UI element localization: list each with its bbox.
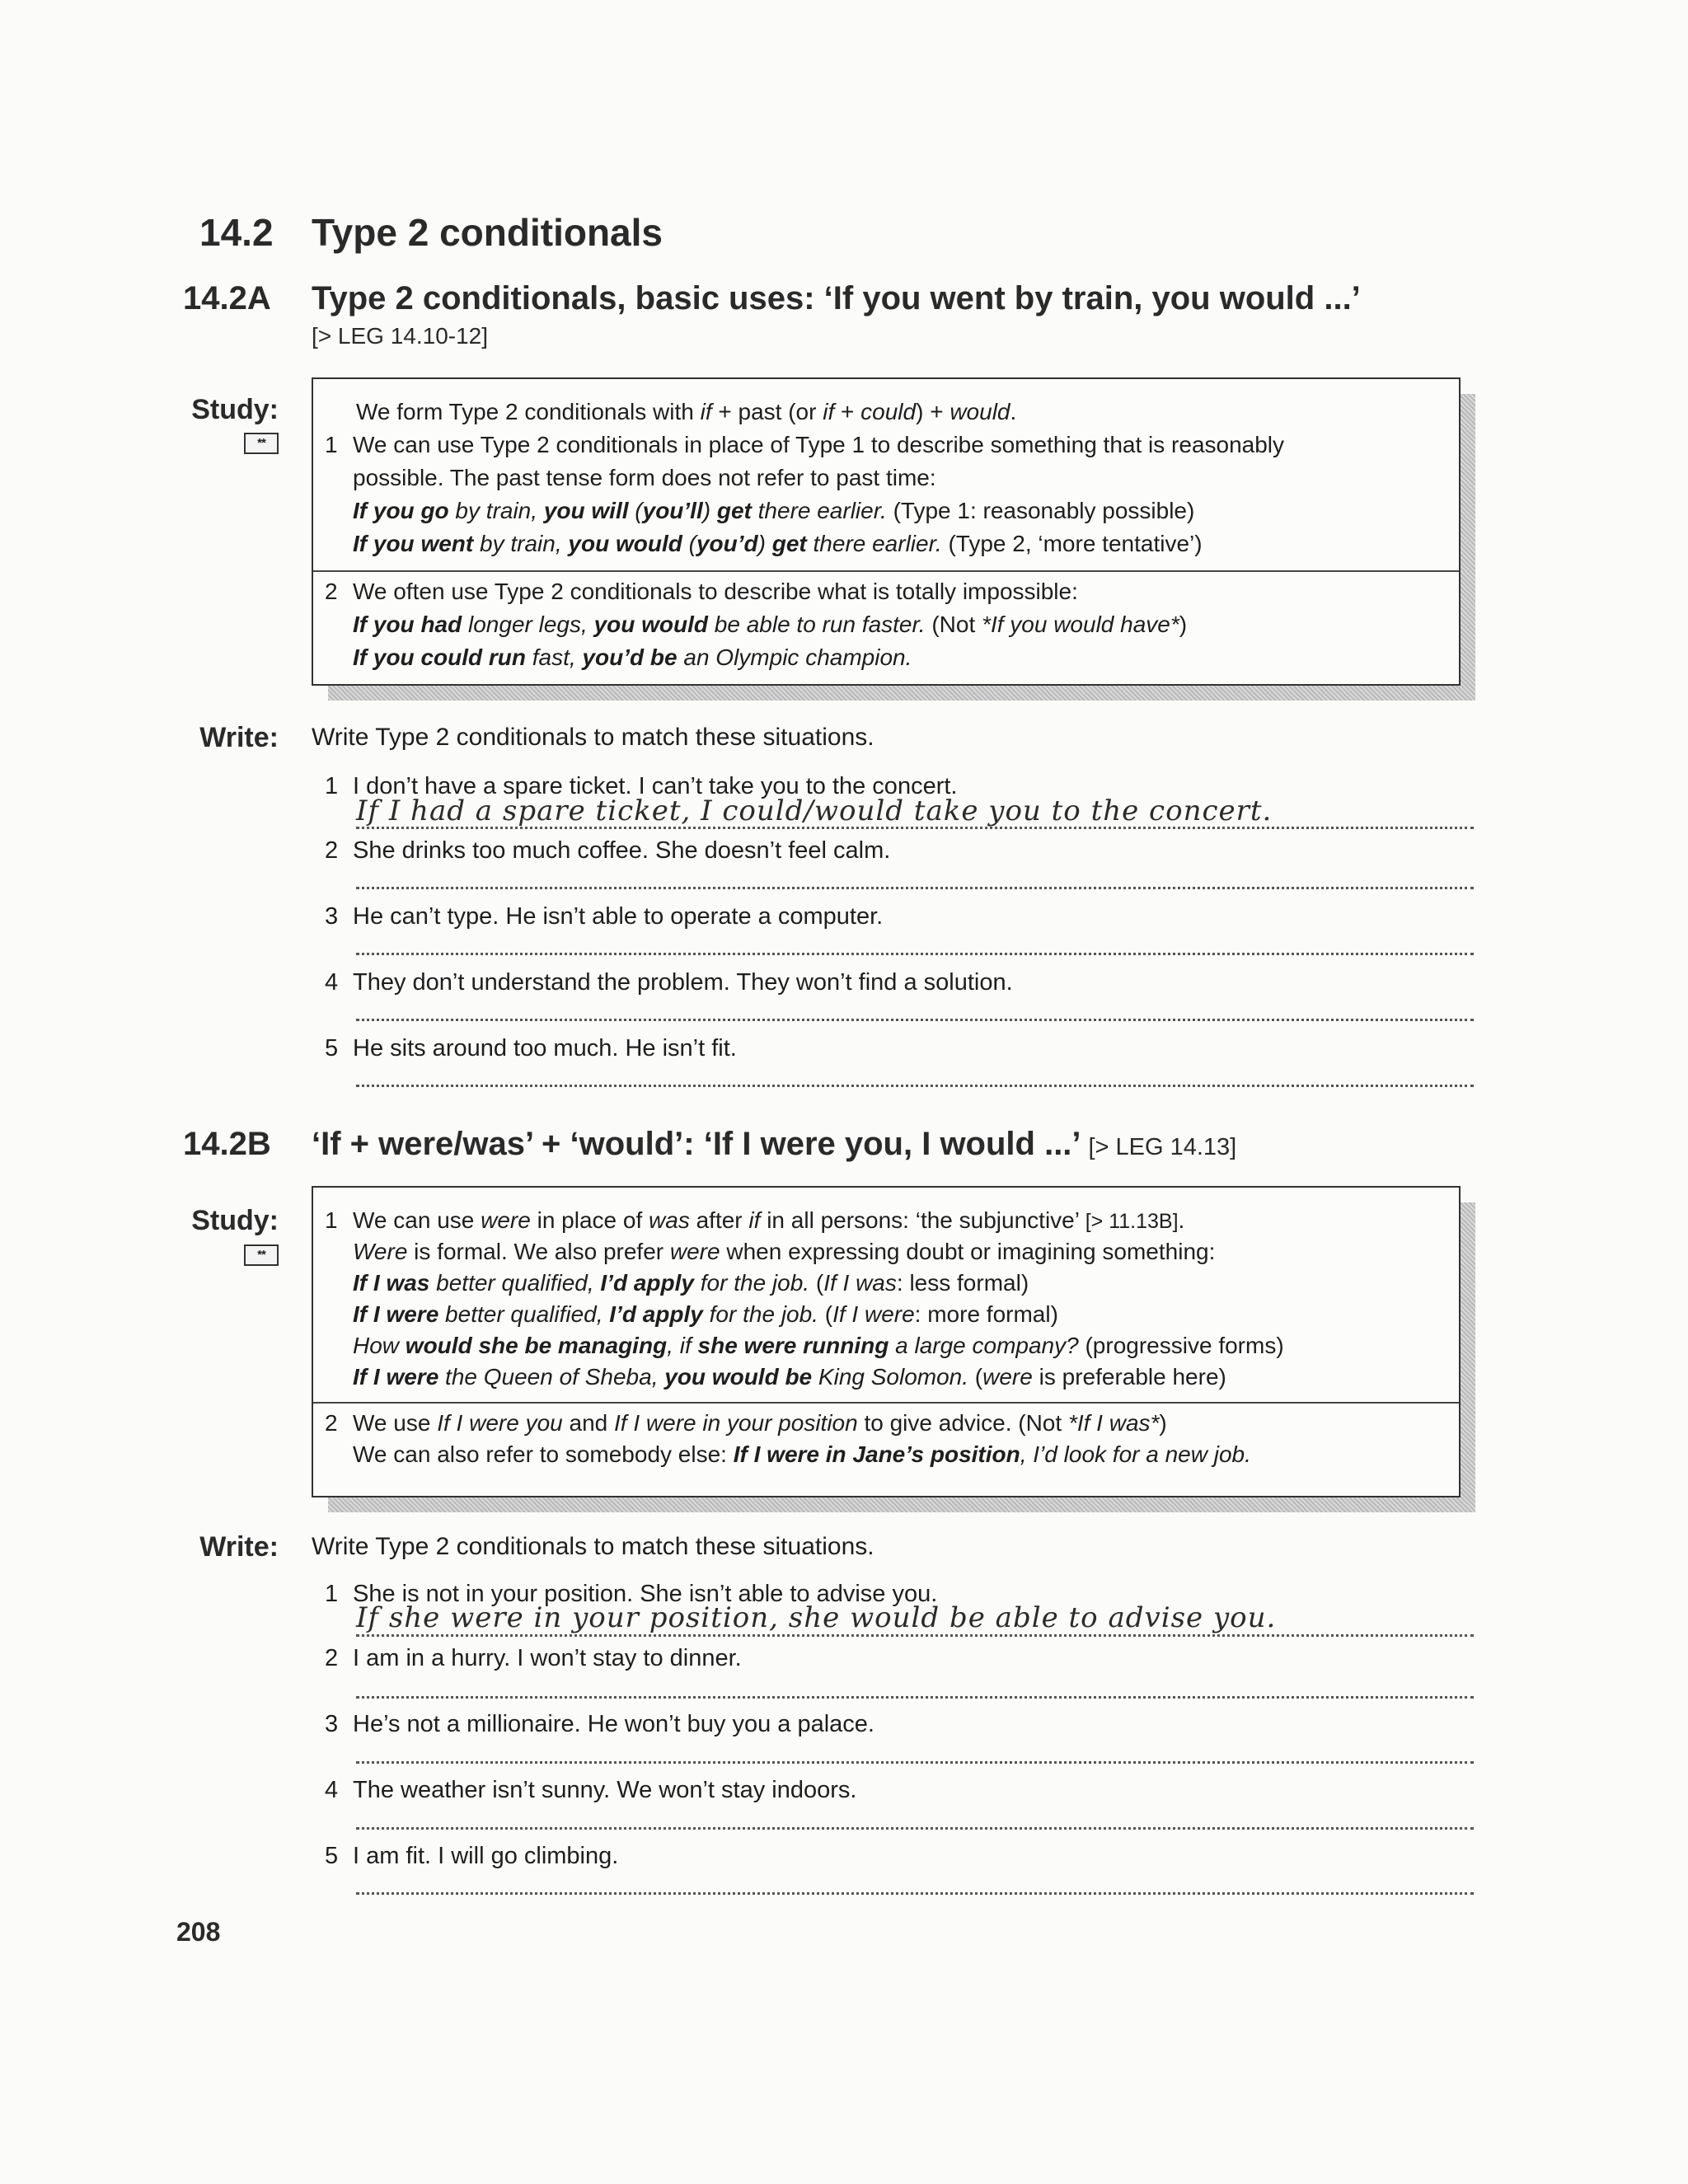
part-b-study-example-4: If I were the Queen of Sheba, you would be King Solomon. (were is preferable here) bbox=[353, 1364, 1226, 1390]
item-prompt: He’s not a millionaire. He won’t buy you a palace. bbox=[353, 1711, 874, 1737]
item-number: 1 bbox=[325, 773, 339, 799]
part-a-title: Type 2 conditionals, basic uses: ‘If you went by train, you would ...’ bbox=[312, 280, 1361, 316]
item-prompt: He can’t type. He isn’t able to operate a computer. bbox=[353, 903, 884, 930]
part-a-study-example-2: If you went by train, you would (you’d) get there earlier. (Type 2, ‘more tentative’) bbox=[353, 531, 1203, 556]
part-b-item-3 bbox=[325, 1711, 874, 1738]
part-a-item-4-answer-line[interactable] bbox=[356, 1019, 1474, 1021]
part-b-item-1-answer-line[interactable] bbox=[356, 1634, 1474, 1637]
part-a-study-line-5: We often use Type 2 conditionals to describe what is totally impossible: bbox=[353, 579, 1078, 604]
item-prompt: I don’t have a spare ticket. I can’t take you to the concert. bbox=[353, 773, 958, 799]
part-b-item-4 bbox=[325, 1777, 856, 1804]
part-b-study-line-7: We can also refer to somebody else: If I were in Jane’s position, I’d look for a new job. bbox=[353, 1441, 1251, 1467]
item-prompt: He sits around too much. He isn’t fit. bbox=[353, 1035, 737, 1062]
study-item-number: 1 bbox=[325, 432, 338, 457]
part-b-title bbox=[312, 1126, 1236, 1163]
part-a-item-3-answer-line[interactable] bbox=[356, 953, 1474, 955]
part-a-item-3 bbox=[325, 903, 883, 930]
item-number: 2 bbox=[325, 1645, 339, 1671]
section-title: Type 2 conditionals bbox=[312, 211, 663, 254]
part-b-item-5-answer-line[interactable] bbox=[356, 1892, 1474, 1895]
part-b-item-5 bbox=[325, 1843, 618, 1870]
part-b-write-label: Write: bbox=[199, 1531, 279, 1563]
item-prompt: They don’t understand the problem. They won’t find a solution. bbox=[353, 969, 1013, 996]
part-b-study-item-1: 1 We can use were in place of was after if in all persons: ‘the subjunctive’ [> 11.13B]. bbox=[325, 1204, 1184, 1238]
item-number: 3 bbox=[325, 1711, 339, 1737]
part-b-reference: [> LEG 14.13] bbox=[1088, 1134, 1237, 1160]
part-b-study-item-2: 2 We use If I were you and If I were in your position to give advice. (Not *If I was*) bbox=[325, 1407, 1167, 1440]
part-a-study-item-1 bbox=[325, 429, 1284, 462]
item-prompt: I am in a hurry. I won’t stay to dinner. bbox=[353, 1645, 742, 1671]
part-b-study-example-3: How would she be managing, if she were running a large company? (progressive forms) bbox=[353, 1333, 1284, 1358]
part-a-difficulty-stars: ** bbox=[244, 433, 279, 454]
item-prompt: She is not in your position. She isn’t able to advise you. bbox=[353, 1581, 938, 1607]
part-a-item-4 bbox=[325, 969, 1013, 996]
part-a-item-1-answer-line[interactable] bbox=[356, 827, 1474, 829]
part-a-study-line-2: possible. The past tense form does not refer to past time: bbox=[353, 465, 936, 490]
part-b-item-4-answer-line[interactable] bbox=[356, 1827, 1474, 1830]
item-number: 4 bbox=[325, 1777, 339, 1803]
part-a-study-label: Study: bbox=[191, 394, 279, 425]
part-a-item-5 bbox=[325, 1035, 737, 1062]
part-a-box-divider bbox=[313, 570, 1459, 572]
part-b-study-label: Study: bbox=[191, 1205, 279, 1236]
item-number: 3 bbox=[325, 903, 339, 930]
study-item-number: 2 bbox=[325, 1410, 338, 1436]
part-a-instruction: Write Type 2 conditionals to match these situations. bbox=[312, 724, 874, 751]
item-number: 4 bbox=[325, 969, 339, 996]
item-number: 5 bbox=[325, 1035, 339, 1062]
item-prompt: I am fit. I will go climbing. bbox=[353, 1843, 619, 1869]
part-a-study-box bbox=[312, 377, 1461, 686]
part-b-study-example-1: If I was better qualified, I’d apply for the job. (If I was: less formal) bbox=[353, 1270, 1029, 1296]
part-b-item-2-answer-line[interactable] bbox=[356, 1696, 1474, 1699]
part-a-study-line-1: We can use Type 2 conditionals in place of Type 1 to describe something that is reasonably bbox=[353, 432, 1285, 457]
part-a-reference: [> LEG 14.10-12] bbox=[312, 323, 489, 349]
study-item-number: 2 bbox=[325, 579, 338, 604]
part-b-item-1-answer[interactable]: If she were in your position, she would be able to advise you. bbox=[356, 1601, 1277, 1634]
part-a-item-2 bbox=[325, 837, 890, 865]
part-a-item-1-answer[interactable]: If I had a spare ticket, I could/would take you to the concert. bbox=[356, 794, 1273, 827]
item-prompt: She drinks too much coffee. She doesn’t feel calm. bbox=[353, 837, 891, 864]
part-a-item-5-answer-line[interactable] bbox=[356, 1085, 1474, 1087]
part-b-item-2 bbox=[325, 1645, 742, 1672]
item-number: 2 bbox=[325, 837, 339, 864]
part-b-item-3-answer-line[interactable] bbox=[356, 1761, 1474, 1764]
part-b-box-divider bbox=[313, 1402, 1459, 1404]
part-b-title-text: ‘If + were/was’ + ‘would’: ‘If I were you, I would ...’ bbox=[312, 1126, 1080, 1162]
part-b-number: 14.2B bbox=[183, 1126, 271, 1162]
part-a-study-item-2 bbox=[325, 575, 1078, 608]
part-b-instruction: Write Type 2 conditionals to match these situations. bbox=[312, 1533, 874, 1560]
part-b-study-line-1: Were is formal. We also prefer were when expressing doubt or imagining something: bbox=[353, 1239, 1216, 1264]
part-a-item-2-answer-line[interactable] bbox=[356, 887, 1474, 889]
item-number: 1 bbox=[325, 1581, 339, 1607]
part-a-study-example-4: If you could run fast, you’d be an Olympic champion. bbox=[353, 644, 912, 670]
part-b-study-box bbox=[312, 1186, 1461, 1497]
section-number: 14.2 bbox=[199, 211, 274, 254]
part-a-study-example-3: If you had longer legs, you would be able to run faster. (Not *If you would have*) bbox=[353, 612, 1188, 637]
study-item-number: 1 bbox=[325, 1207, 338, 1233]
part-a-study-line-0: We form Type 2 conditionals with if + past (or if + could) + would. bbox=[356, 399, 1017, 424]
part-a-study-example-1: If you go by train, you will (you’ll) get there earlier. (Type 1: reasonably possible) bbox=[353, 498, 1195, 523]
item-number: 5 bbox=[325, 1843, 339, 1869]
page-number: 208 bbox=[176, 1917, 221, 1947]
part-a-number: 14.2A bbox=[183, 280, 271, 316]
part-b-study-example-2: If I were better qualified, I’d apply for the job. (If I were: more formal) bbox=[353, 1301, 1058, 1327]
part-b-difficulty-stars: ** bbox=[244, 1244, 279, 1266]
item-prompt: The weather isn’t sunny. We won’t stay indoors. bbox=[353, 1777, 857, 1803]
part-a-write-label: Write: bbox=[199, 722, 279, 753]
